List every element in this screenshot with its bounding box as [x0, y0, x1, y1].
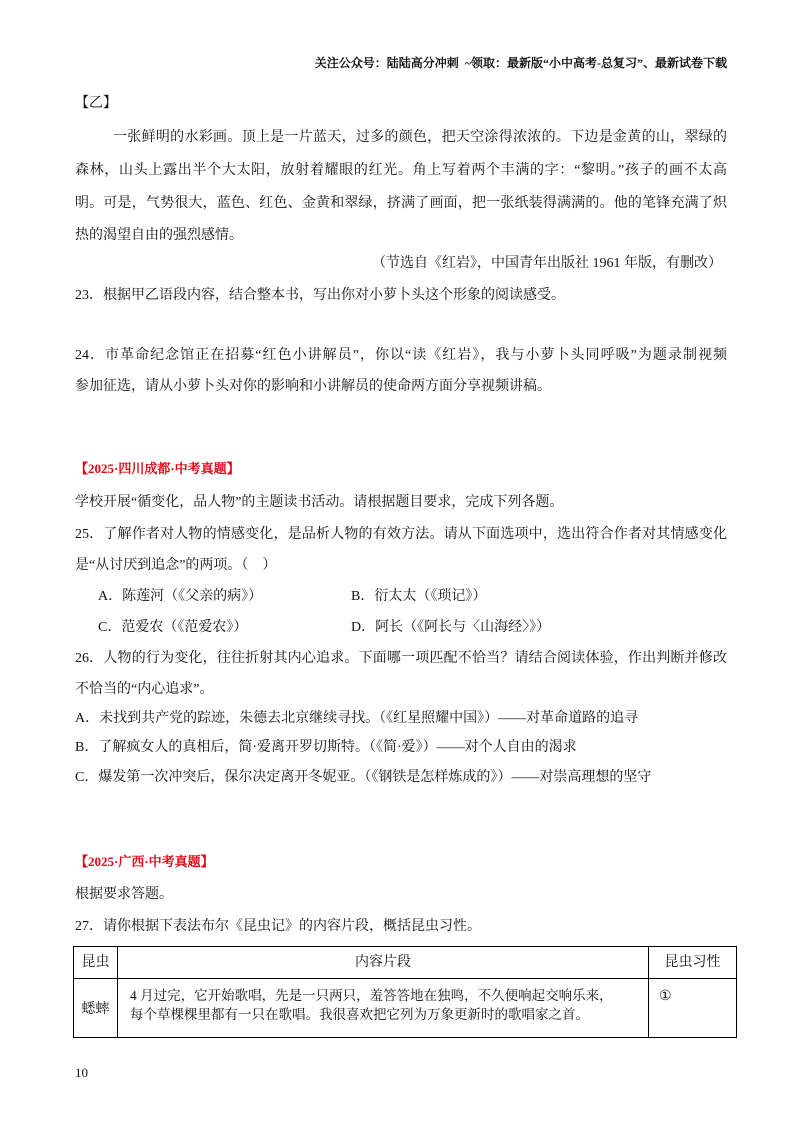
option-c: C．范爱农（《范爱农》） [98, 620, 248, 635]
question-line: 参加征选，请从小萝卜头对你的影响和小讲解员的使命两方面分享视频讲稿。 [75, 379, 551, 394]
page-number: 10 [75, 1065, 88, 1080]
cell-habit: ① [649, 979, 737, 1038]
excerpt-line: 每个草棵棵里都有一只在歌唱。我很喜欢把它列为万象更新时的歌唱家之首。 [130, 1007, 589, 1022]
cell-insect: 蟋蟀 [74, 979, 118, 1038]
section-intro: 学校开展“循变化，品人物”的主题读书活动。请根据题目要求，完成下列各题。 [75, 495, 564, 510]
question-line: 不恰当的“内心追求”。 [75, 682, 214, 697]
option-b: B．衍太太（《琐记》） [351, 589, 487, 604]
question-line: 是“从讨厌到追念”的两项。（ ） [75, 558, 277, 573]
cell-excerpt [118, 979, 649, 1038]
header-notice: 关注公众号：陆陆高分冲刺 ~领取：最新版“小中高考-总复习”、最新试卷下载 [314, 56, 727, 70]
question-line: 25．了解作者对人物的情感变化，是品析人物的有效方法。请从下面选项中，选出符合作者对其情感变化 [75, 527, 727, 542]
option-c: C．爆发第一次冲突后，保尔决定离开冬妮亚。（《钢铁是怎样炼成的》）——对崇高理想的坚守 [75, 770, 652, 785]
passage-label: 【乙】 [75, 96, 117, 111]
passage-line: 一张鲜明的水彩画。顶上是一片蓝天，过多的颜色，把天空涂得浓浓的。下边是金黄的山，翠绿的 [113, 130, 727, 145]
table-header-row [74, 947, 737, 979]
option-a: A．陈莲河（《父亲的病》） [98, 589, 263, 604]
passage-line: 热的渴望自由的强烈感情。 [75, 228, 243, 243]
question-line: 26．人物的行为变化，往往折射其内心追求。下面哪一项匹配不恰当？请结合阅读体验，作出判断并修改 [75, 651, 727, 666]
passage-source: （节选自《红岩》，中国青年出版社 1961 年版，有删改） [372, 256, 722, 271]
excerpt-line: 4 月过完，它开始歌唱，先是一只两只，羞答答地在独鸣，不久便响起交响乐来， [130, 988, 613, 1003]
question-27: 27．请你根据下表法布尔《昆虫记》的内容片段，概括昆虫习性。 [75, 919, 481, 934]
passage-line: 森林，山头上露出半个大太阳，放射着耀眼的红光。角上写着两个丰满的字：“黎明。”孩子的画不太高 [75, 163, 727, 178]
header-insect: 昆虫 [74, 947, 118, 979]
table-row [74, 979, 737, 1038]
option-a: A．未找到共产党的踪迹，朱德去北京继续寻找。（《红星照耀中国》）——对革命道路的追寻 [75, 711, 639, 726]
header-habit: 昆虫习性 [649, 947, 737, 979]
source-tag: 【2025·四川成都·中考真题】 [75, 461, 240, 476]
option-d: D．阿长（《阿长与〈山海经〉》） [351, 620, 551, 635]
section-intro: 根据要求答题。 [75, 887, 173, 902]
insect-table [73, 946, 737, 1038]
source-tag: 【2025·广西·中考真题】 [75, 854, 214, 869]
option-b: B．了解疯女人的真相后，简·爱离开罗切斯特。（《简·爱》）——对个人自由的渴求 [75, 740, 577, 755]
question-23: 23．根据甲乙语段内容，结合整本书，写出你对小萝卜头这个形象的阅读感受。 [75, 288, 565, 303]
question-line: 24．市革命纪念馆正在招募“红色小讲解员”，你以“读《红岩》，我与小萝卜头同呼吸”为题录制视频 [75, 348, 727, 363]
header-excerpt: 内容片段 [118, 947, 649, 979]
passage-line: 明。可是，气势很大，蓝色、红色、金黄和翠绿，挤满了画面，把一张纸装得满满的。他的笔锋充满了炽 [75, 196, 727, 211]
